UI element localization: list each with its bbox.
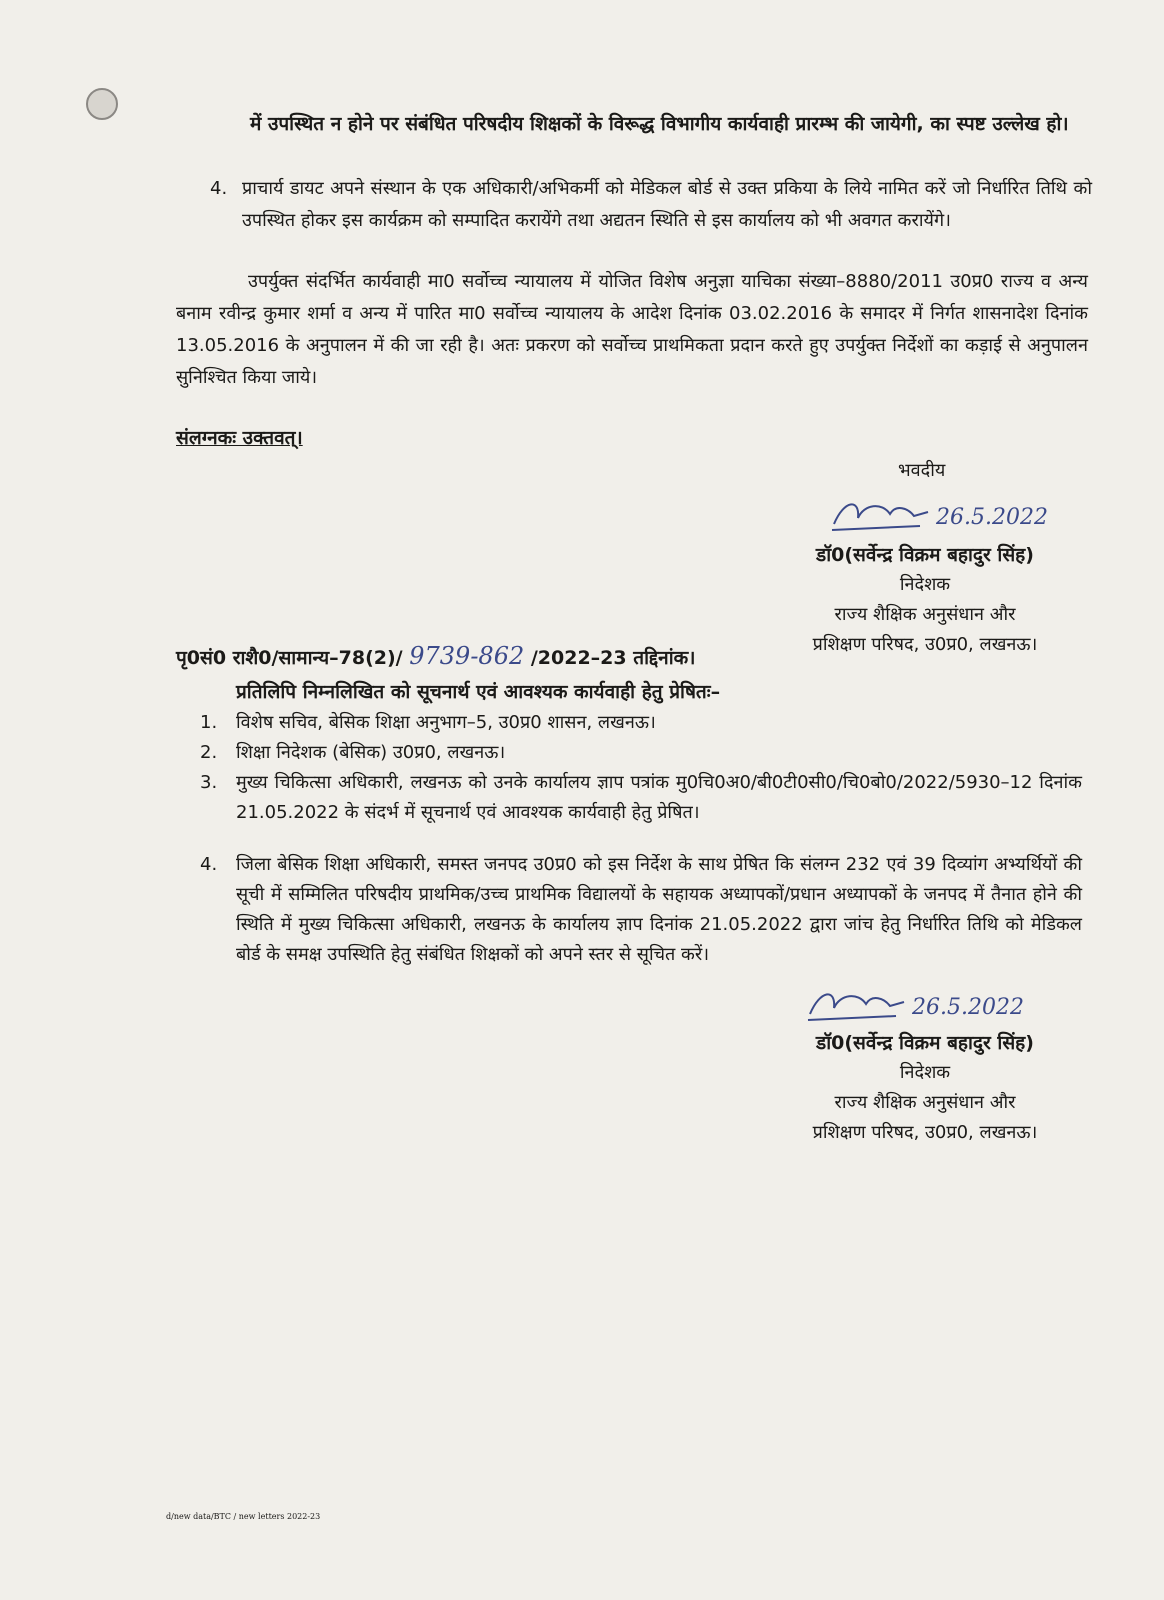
list-text: शिक्षा निदेशक (बेसिक) उ0प्र0, लखनऊ। (236, 742, 506, 763)
copy-list-item (200, 708, 1080, 738)
copy-heading: प्रतिलिपि निम्नलिखित को सूचनार्थ एवं आवश्यक कार्यवाही हेतु प्रेषितः– (236, 681, 721, 703)
signatory-office-line2: प्रशिक्षण परिषद, उ0प्र0, लखनऊ। (812, 1122, 1038, 1143)
closing-salutation: भवदीय (898, 460, 946, 481)
signatory-designation: निदेशक (899, 574, 951, 595)
signatory-designation: निदेशक (899, 1062, 951, 1083)
copy-list-item (200, 768, 1080, 860)
paragraph-main: उपर्युक्त संदर्भित कार्यवाही मा0 सर्वोच्च न्यायालय में योजित विशेष अनुज्ञा याचिका संख्या–8880/2011 उ0प्र0 राज्य व अन्य बनाम रवीन्द्र कुमार शर्मा व अन्य में पारित मा0 सर्वोच्च न्यायालय के आदेश दिनांक 03.02.2016 के समादर में निर्गत शासनादेश दिनांक 13.05.2016 के अनुपालन में की जा रही है। अतः प्रकरण को सर्वोच्च प्राथमिकता प्रदान करते हुए उपर्युक्त निर्देशों का कड़ाई से अनुपालन सुनिश्चित किया जाये। (176, 271, 1088, 388)
list-number: 4. (200, 854, 218, 875)
list-number: 1. (200, 712, 218, 733)
signature-block-2 (770, 1028, 1080, 1148)
signature-date-1: 26.5.2022 (936, 505, 1048, 530)
reference-number (176, 642, 695, 670)
paragraph-top: में उपस्थित न होने पर संबंधित परिषदीय शिक्षकों के विरूद्ध विभागीय कार्यवाही प्रारम्भ की जायेगी, का स्पष्ट उल्लेख हो। (250, 113, 1069, 135)
instruction-point-4 (210, 173, 1090, 273)
punch-hole-mark (86, 88, 118, 120)
signature-date-2: 26.5.2022 (912, 995, 1024, 1020)
list-text: जिला बेसिक शिक्षा अधिकारी, समस्त जनपद उ0प्र0 को इस निर्देश के साथ प्रेषित कि संलग्न 232 एवं 39 दिव्यांग अभ्यर्थियों की सूची में सम्मिलित परिषदीय प्राथमिक/उच्च प्राथमिक विद्यालयों के सहायक अध्यापकों/प्रधान अध्यापकों के जनपद में तैनात होने की स्थिति में मुख्य चिकित्सा अधिकारी, लखनऊ के कार्यालय ज्ञाप दिनांक 21.05.2022 द्वारा जांच हेतु निर्धारित तिथि को मेडिकल बोर्ड के समक्ष उपस्थिति हेतु संबंधित शिक्षकों को अपने स्तर से सूचित करें। (236, 854, 1082, 965)
point-text: प्राचार्य डायट अपने संस्थान के एक अधिकारी/अभिकर्मी को मेडिकल बोर्ड से उक्त प्रकिया के लिये नामित करें जो निर्धारित तिथि को उपस्थित होकर इस कार्यक्रम को सम्पादित करायेंगे तथा अद्यतन स्थिति से इस कार्यालय को भी अवगत करायेंगे। (242, 178, 1092, 231)
point-number: 4. (210, 178, 228, 199)
handwritten-signature-2 (800, 980, 1040, 1028)
signatory-office-line1: राज्य शैक्षिक अनुसंधान और (834, 604, 1016, 625)
signatory-name: डॉ0(सर्वेन्द्र विक्रम बहादुर सिंह) (816, 1032, 1034, 1054)
reference-prefix: पृ0सं0 राशै0/सामान्य–78(2)/ (176, 647, 403, 669)
reference-suffix: /2022–23 तद्दिनांक। (530, 647, 696, 669)
list-text: विशेष सचिव, बेसिक शिक्षा अनुभाग–5, उ0प्र0 शासन, लखनऊ। (236, 712, 656, 733)
handwritten-signature-1 (824, 490, 1064, 538)
list-text: मुख्य चिकित्सा अधिकारी, लखनऊ को उनके कार्यालय ज्ञाप पत्रांक मु0चि0अ0/बी0टी0सी0/चि0बो0/2022/5930–12 दिनांक 21.05.2022 के संदर्भ में सूचनार्थ एवं आवश्यक कार्यवाही हेतु प्रेषित। (236, 772, 1082, 823)
reference-handwritten-number: 9739-862 (409, 642, 525, 670)
list-number: 3. (200, 772, 218, 793)
signatory-office-line1: राज्य शैक्षिक अनुसंधान और (834, 1092, 1016, 1113)
enclosure-note: संलग्नकः उक्तवत्। (176, 427, 303, 449)
signatory-name: डॉ0(सर्वेन्द्र विक्रम बहादुर सिंह) (816, 544, 1034, 566)
list-number: 2. (200, 742, 218, 763)
signature-block-1 (770, 540, 1080, 660)
copy-list-item (200, 738, 1080, 768)
signatory-office-line2: प्रशिक्षण परिषद, उ0प्र0, लखनऊ। (812, 634, 1038, 655)
copy-list-item (200, 850, 1080, 980)
footer-file-path: d/new data/BTC / new letters 2022-23 (166, 1512, 321, 1521)
